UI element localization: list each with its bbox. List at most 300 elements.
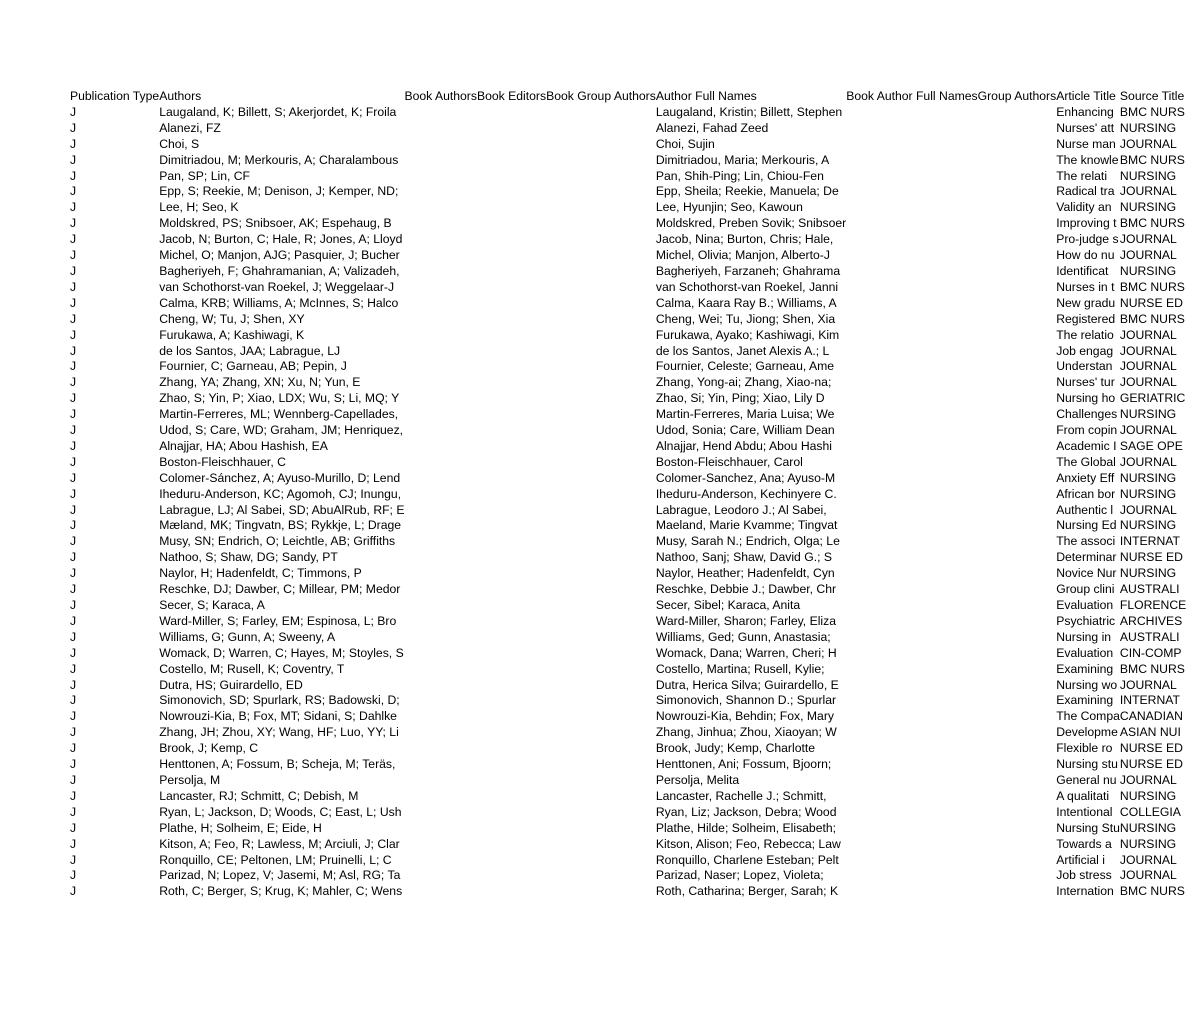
table-cell[interactable] <box>846 216 977 232</box>
table-cell[interactable]: Reschke, DJ; Dawber, C; Millear, PM; Medor <box>159 582 401 597</box>
table-cell[interactable] <box>477 455 546 471</box>
table-cell[interactable] <box>546 471 656 487</box>
table-cell[interactable] <box>546 741 656 757</box>
table-cell[interactable]: INTERNAT <box>1119 534 1180 549</box>
table-cell[interactable] <box>546 550 656 566</box>
table-cell[interactable]: Psychiatric <box>1056 613 1116 628</box>
table-cell[interactable]: J <box>70 566 77 581</box>
table-cell[interactable] <box>978 344 1057 360</box>
table-cell[interactable] <box>546 598 656 614</box>
table-cell[interactable] <box>546 359 656 375</box>
table-cell[interactable] <box>846 153 977 169</box>
table-cell[interactable] <box>404 312 477 328</box>
table-cell[interactable]: Epp, S; Reekie, M; Denison, J; Kemper, ND; <box>159 184 399 199</box>
table-cell[interactable] <box>477 868 546 884</box>
table-cell[interactable]: JOURNAL <box>1119 359 1177 374</box>
table-cell[interactable]: Labrague, LJ; Al Sabei, SD; AbuAlRub, RF; E <box>159 502 405 517</box>
table-cell[interactable] <box>404 375 477 391</box>
table-cell[interactable] <box>546 518 656 534</box>
table-cell[interactable]: Nursing Ed <box>1056 518 1117 533</box>
table-cell[interactable]: Zhao, Si; Yin, Ping; Xiao, Lily D <box>655 391 825 406</box>
table-cell[interactable]: Musy, Sarah N.; Endrich, Olga; Le <box>655 534 840 549</box>
table-cell[interactable]: Simonovich, Shannon D.; Spurlar <box>655 693 837 708</box>
table-cell[interactable]: Fournier, C; Garneau, AB; Pepin, J <box>159 359 347 374</box>
table-cell[interactable] <box>546 312 656 328</box>
table-cell[interactable]: Authentic l <box>1056 502 1114 517</box>
table-cell[interactable]: COLLEGIA <box>1119 804 1181 819</box>
table-cell[interactable]: Williams, G; Gunn, A; Sweeny, A <box>159 629 336 644</box>
table-cell[interactable]: Roth, C; Berger, S; Krug, K; Mahler, C; Wens <box>159 884 403 899</box>
column-header[interactable]: Author Full Names <box>655 89 757 103</box>
table-cell[interactable]: Examining <box>1056 693 1114 708</box>
table-cell[interactable] <box>546 455 656 471</box>
table-cell[interactable] <box>477 805 546 821</box>
table-cell[interactable] <box>404 693 477 709</box>
table-cell[interactable] <box>404 868 477 884</box>
table-cell[interactable] <box>846 137 977 153</box>
table-cell[interactable]: NURSING <box>1119 470 1177 485</box>
table-cell[interactable] <box>978 534 1057 550</box>
table-cell[interactable] <box>846 344 977 360</box>
table-cell[interactable]: BMC NURS <box>1119 104 1185 119</box>
table-cell[interactable]: NURSING <box>1119 263 1177 278</box>
table-cell[interactable]: Colomer-Sanchez, Ana; Ayuso-M <box>655 470 836 485</box>
table-cell[interactable] <box>404 280 477 296</box>
table-cell[interactable] <box>846 471 977 487</box>
table-cell[interactable] <box>477 550 546 566</box>
table-cell[interactable]: Group clini <box>1056 582 1115 597</box>
table-cell[interactable] <box>978 184 1057 200</box>
table-cell[interactable] <box>404 200 477 216</box>
table-cell[interactable] <box>846 757 977 773</box>
table-cell[interactable] <box>477 232 546 248</box>
table-cell[interactable] <box>546 137 656 153</box>
table-cell[interactable] <box>546 487 656 503</box>
table-cell[interactable] <box>404 232 477 248</box>
table-cell[interactable]: J <box>70 104 77 119</box>
table-cell[interactable]: J <box>70 407 77 422</box>
table-cell[interactable]: Womack, D; Warren, C; Hayes, M; Stoyles, S <box>159 645 404 660</box>
table-cell[interactable] <box>978 853 1057 869</box>
table-cell[interactable] <box>477 582 546 598</box>
table-cell[interactable] <box>477 375 546 391</box>
table-cell[interactable] <box>846 359 977 375</box>
table-cell[interactable] <box>978 264 1057 280</box>
table-cell[interactable]: Udod, S; Care, WD; Graham, JM; Henriquez, <box>159 423 404 438</box>
table-cell[interactable] <box>477 153 546 169</box>
table-cell[interactable] <box>404 662 477 678</box>
table-cell[interactable]: J <box>70 629 77 644</box>
table-cell[interactable] <box>846 725 977 741</box>
table-cell[interactable] <box>978 105 1057 121</box>
table-cell[interactable] <box>978 630 1057 646</box>
table-cell[interactable] <box>978 789 1057 805</box>
table-cell[interactable] <box>978 693 1057 709</box>
table-cell[interactable]: J <box>70 645 77 660</box>
table-cell[interactable]: Pan, Shih-Ping; Lin, Chiou-Fen <box>655 168 824 183</box>
table-cell[interactable]: Boston-Fleischhauer, Carol <box>655 454 803 469</box>
table-cell[interactable]: J <box>70 582 77 597</box>
table-cell[interactable] <box>546 439 656 455</box>
table-cell[interactable]: Job engag <box>1056 343 1114 358</box>
table-cell[interactable] <box>978 678 1057 694</box>
table-cell[interactable]: J <box>70 852 77 867</box>
table-cell[interactable]: Determinar <box>1056 550 1117 565</box>
table-cell[interactable]: Developme <box>1056 725 1118 740</box>
table-cell[interactable]: J <box>70 534 77 549</box>
table-cell[interactable] <box>477 296 546 312</box>
table-cell[interactable] <box>404 741 477 757</box>
table-cell[interactable]: J <box>70 391 77 406</box>
table-cell[interactable]: NURSING <box>1119 566 1177 581</box>
table-cell[interactable]: J <box>70 836 77 851</box>
table-cell[interactable]: Martin-Ferreres, ML; Wennberg-Capellades, <box>159 407 399 422</box>
table-cell[interactable]: J <box>70 168 77 183</box>
table-cell[interactable]: Nowrouzi-Kia, Behdin; Fox, Mary <box>655 709 834 724</box>
table-cell[interactable]: Michel, Olivia; Manjon, Alberto-J <box>655 248 830 263</box>
table-cell[interactable] <box>404 487 477 503</box>
table-cell[interactable]: de los Santos, JAA; Labrague, LJ <box>159 343 341 358</box>
table-cell[interactable] <box>404 105 477 121</box>
table-cell[interactable] <box>477 121 546 137</box>
table-cell[interactable]: Iheduru-Anderson, KC; Agomoh, CJ; Inungu, <box>159 486 402 501</box>
table-cell[interactable]: de los Santos, Janet Alexis A.; L <box>655 343 830 358</box>
table-cell[interactable] <box>404 646 477 662</box>
table-cell[interactable]: Jacob, Nina; Burton, Chris; Hale, <box>655 232 834 247</box>
table-cell[interactable]: Plathe, Hilde; Solheim, Elisabeth; <box>655 820 837 835</box>
table-cell[interactable]: Ryan, L; Jackson, D; Woods, C; East, L; Ush <box>159 804 402 819</box>
table-cell[interactable]: Intentional <box>1056 804 1113 819</box>
table-cell[interactable] <box>404 630 477 646</box>
table-cell[interactable]: J <box>70 438 77 453</box>
table-cell[interactable]: Colomer-Sánchez, A; Ayuso-Murillo, D; Lend <box>159 470 401 485</box>
table-cell[interactable] <box>477 884 546 900</box>
table-cell[interactable] <box>546 709 656 725</box>
table-cell[interactable] <box>978 328 1057 344</box>
table-cell[interactable]: New gradu <box>1056 295 1116 310</box>
table-cell[interactable] <box>846 678 977 694</box>
table-cell[interactable] <box>546 662 656 678</box>
table-cell[interactable] <box>978 550 1057 566</box>
table-cell[interactable]: Lancaster, Rachelle J.; Schmitt, <box>655 788 827 803</box>
table-cell[interactable]: Towards a <box>1056 836 1112 851</box>
table-cell[interactable]: Alanezi, Fahad Zeed <box>655 120 769 135</box>
table-cell[interactable]: Cheng, W; Tu, J; Shen, XY <box>159 311 305 326</box>
table-cell[interactable] <box>846 280 977 296</box>
table-cell[interactable]: Maeland, Marie Kvamme; Tingvat <box>655 518 838 533</box>
table-cell[interactable] <box>546 216 656 232</box>
table-cell[interactable] <box>546 328 656 344</box>
table-cell[interactable] <box>404 137 477 153</box>
table-cell[interactable] <box>477 534 546 550</box>
table-cell[interactable] <box>477 280 546 296</box>
table-cell[interactable]: NURSE ED <box>1119 757 1183 772</box>
table-cell[interactable] <box>404 518 477 534</box>
table-cell[interactable]: General nu <box>1056 772 1117 787</box>
table-cell[interactable]: JOURNAL <box>1119 343 1177 358</box>
table-cell[interactable] <box>546 232 656 248</box>
table-cell[interactable] <box>846 646 977 662</box>
column-header[interactable]: Book Editors <box>476 89 547 103</box>
table-cell[interactable] <box>477 359 546 375</box>
table-cell[interactable]: Novice Nur <box>1056 566 1117 581</box>
table-cell[interactable] <box>546 264 656 280</box>
table-cell[interactable] <box>546 407 656 423</box>
table-cell[interactable] <box>546 248 656 264</box>
table-cell[interactable] <box>477 407 546 423</box>
table-cell[interactable]: Furukawa, A; Kashiwagi, K <box>159 327 305 342</box>
table-cell[interactable] <box>477 312 546 328</box>
table-cell[interactable]: JOURNAL <box>1119 248 1177 263</box>
table-cell[interactable]: ARCHIVES <box>1119 613 1183 628</box>
table-cell[interactable] <box>546 630 656 646</box>
table-cell[interactable]: NURSE ED <box>1119 550 1183 565</box>
table-cell[interactable]: CIN-COMP <box>1119 645 1182 660</box>
table-cell[interactable]: J <box>70 772 77 787</box>
table-cell[interactable] <box>477 614 546 630</box>
table-cell[interactable] <box>477 789 546 805</box>
table-cell[interactable] <box>846 375 977 391</box>
table-cell[interactable] <box>846 741 977 757</box>
table-cell[interactable] <box>546 153 656 169</box>
table-cell[interactable] <box>546 582 656 598</box>
table-cell[interactable]: Pro-judge s <box>1056 232 1119 247</box>
table-cell[interactable] <box>546 678 656 694</box>
column-header[interactable]: Source Title <box>1119 89 1185 103</box>
table-cell[interactable]: JOURNAL <box>1119 502 1177 517</box>
table-cell[interactable]: The Global <box>1056 454 1116 469</box>
table-cell[interactable]: Dimitriadou, M; Merkouris, A; Charalambous <box>159 152 399 167</box>
table-cell[interactable] <box>846 805 977 821</box>
column-header[interactable]: Book Authors <box>404 89 477 103</box>
table-cell[interactable] <box>404 423 477 439</box>
table-cell[interactable] <box>546 725 656 741</box>
table-cell[interactable] <box>846 614 977 630</box>
table-cell[interactable] <box>477 439 546 455</box>
table-cell[interactable]: Alanezi, FZ <box>159 120 221 135</box>
table-cell[interactable]: Costello, Martina; Rusell, Kylie; <box>655 661 825 676</box>
table-cell[interactable]: Boston-Fleischhauer, C <box>159 454 286 469</box>
table-cell[interactable]: J <box>70 311 77 326</box>
table-cell[interactable] <box>978 773 1057 789</box>
table-cell[interactable]: Nathoo, Sanj; Shaw, David G.; S <box>655 550 832 565</box>
table-cell[interactable]: J <box>70 598 77 612</box>
table-cell[interactable] <box>404 359 477 375</box>
table-cell[interactable] <box>546 169 656 185</box>
table-cell[interactable] <box>477 837 546 853</box>
table-cell[interactable]: Reschke, Debbie J.; Dawber, Chr <box>655 582 837 597</box>
table-cell[interactable]: Enhancing <box>1056 104 1114 119</box>
table-cell[interactable] <box>978 805 1057 821</box>
table-cell[interactable]: J <box>70 375 77 390</box>
table-cell[interactable] <box>477 328 546 344</box>
table-cell[interactable]: How do nu <box>1056 248 1115 263</box>
table-cell[interactable] <box>546 184 656 200</box>
table-cell[interactable]: Persolja, Melita <box>655 772 740 787</box>
table-cell[interactable]: Cheng, Wei; Tu, Jiong; Shen, Xia <box>655 311 836 326</box>
table-cell[interactable]: Improving t <box>1056 216 1117 231</box>
table-cell[interactable] <box>546 773 656 789</box>
table-cell[interactable] <box>546 344 656 360</box>
table-cell[interactable]: J <box>70 359 77 374</box>
table-cell[interactable] <box>978 312 1057 328</box>
table-cell[interactable] <box>477 646 546 662</box>
table-cell[interactable] <box>477 773 546 789</box>
table-cell[interactable]: African bor <box>1056 486 1116 501</box>
table-cell[interactable]: Choi, Sujin <box>655 136 715 151</box>
table-cell[interactable]: J <box>70 263 77 278</box>
column-header[interactable]: Publication Type <box>70 89 160 103</box>
table-cell[interactable] <box>477 471 546 487</box>
table-cell[interactable]: Challenges <box>1056 407 1118 422</box>
table-cell[interactable]: Henttonen, A; Fossum, B; Scheja, M; Teräs, <box>159 757 396 772</box>
table-cell[interactable] <box>477 853 546 869</box>
table-cell[interactable]: Zhang, YA; Zhang, XN; Xu, N; Yun, E <box>159 375 361 390</box>
table-cell[interactable]: BMC NURS <box>1119 216 1185 231</box>
table-cell[interactable] <box>846 487 977 503</box>
table-cell[interactable]: J <box>70 613 77 628</box>
table-cell[interactable] <box>546 646 656 662</box>
table-cell[interactable]: Zhang, Yong-ai; Zhang, Xiao-na; <box>655 375 832 390</box>
table-cell[interactable] <box>846 884 977 900</box>
table-cell[interactable] <box>546 280 656 296</box>
table-cell[interactable] <box>546 391 656 407</box>
table-cell[interactable] <box>546 868 656 884</box>
table-cell[interactable]: JOURNAL <box>1119 423 1177 438</box>
table-cell[interactable] <box>404 805 477 821</box>
table-cell[interactable]: Persolja, M <box>159 772 221 787</box>
table-cell[interactable]: Nowrouzi-Kia, B; Fox, MT; Sidani, S; Dahlke <box>159 709 397 724</box>
table-cell[interactable] <box>978 137 1057 153</box>
table-cell[interactable]: J <box>70 868 77 883</box>
table-cell[interactable] <box>978 439 1057 455</box>
table-cell[interactable] <box>846 518 977 534</box>
table-cell[interactable] <box>477 518 546 534</box>
table-cell[interactable] <box>404 439 477 455</box>
table-cell[interactable] <box>477 391 546 407</box>
table-cell[interactable]: Dutra, HS; Guirardello, ED <box>159 677 303 692</box>
table-cell[interactable]: van Schothorst-van Roekel, Janni <box>655 279 839 294</box>
table-cell[interactable]: Ryan, Liz; Jackson, Debra; Wood <box>655 804 837 819</box>
table-cell[interactable] <box>477 503 546 519</box>
table-cell[interactable] <box>546 757 656 773</box>
table-cell[interactable] <box>846 439 977 455</box>
table-cell[interactable] <box>978 725 1057 741</box>
table-cell[interactable] <box>404 344 477 360</box>
table-cell[interactable]: J <box>70 470 77 485</box>
table-cell[interactable] <box>978 598 1057 614</box>
table-cell[interactable]: Nurse man <box>1056 136 1116 151</box>
table-cell[interactable]: BMC NURS <box>1119 152 1185 167</box>
table-cell[interactable] <box>477 264 546 280</box>
table-cell[interactable] <box>404 853 477 869</box>
table-cell[interactable]: The Compa <box>1056 709 1120 724</box>
table-cell[interactable] <box>477 344 546 360</box>
table-cell[interactable] <box>546 837 656 853</box>
table-cell[interactable]: NURSING <box>1119 836 1177 851</box>
table-cell[interactable] <box>404 296 477 312</box>
table-cell[interactable] <box>978 296 1057 312</box>
table-cell[interactable]: BMC NURS <box>1119 661 1185 676</box>
table-cell[interactable] <box>846 312 977 328</box>
table-cell[interactable]: CANADIAN <box>1119 709 1183 724</box>
table-cell[interactable] <box>477 598 546 614</box>
table-cell[interactable] <box>404 789 477 805</box>
table-cell[interactable]: Bagheriyeh, F; Ghahramanian, A; Valizadeh, <box>159 263 400 278</box>
table-cell[interactable]: J <box>70 757 77 772</box>
table-cell[interactable]: Laugaland, K; Billett, S; Akerjordet, K; Froila <box>159 104 397 119</box>
table-cell[interactable] <box>404 821 477 837</box>
table-cell[interactable]: NURSING <box>1119 518 1177 533</box>
table-cell[interactable]: J <box>70 216 77 231</box>
table-cell[interactable]: JOURNAL <box>1119 677 1177 692</box>
table-cell[interactable] <box>546 884 656 900</box>
table-cell[interactable] <box>846 868 977 884</box>
table-cell[interactable] <box>404 169 477 185</box>
table-cell[interactable]: Anxiety Eff <box>1056 470 1115 485</box>
table-cell[interactable] <box>546 105 656 121</box>
table-cell[interactable] <box>546 614 656 630</box>
table-cell[interactable] <box>404 550 477 566</box>
table-cell[interactable] <box>846 582 977 598</box>
table-cell[interactable]: J <box>70 343 77 358</box>
table-cell[interactable] <box>404 407 477 423</box>
table-cell[interactable] <box>404 264 477 280</box>
table-cell[interactable]: Academic I <box>1056 438 1117 453</box>
table-cell[interactable]: J <box>70 454 77 469</box>
table-cell[interactable] <box>846 169 977 185</box>
table-cell[interactable] <box>546 534 656 550</box>
table-cell[interactable] <box>546 693 656 709</box>
table-cell[interactable] <box>846 184 977 200</box>
table-cell[interactable]: The knowle <box>1056 152 1119 167</box>
table-cell[interactable]: J <box>70 884 77 899</box>
table-cell[interactable] <box>477 709 546 725</box>
table-cell[interactable]: Mæland, MK; Tingvatn, BS; Rykkje, L; Drage <box>159 518 402 533</box>
table-cell[interactable]: JOURNAL <box>1119 852 1177 867</box>
table-cell[interactable] <box>978 884 1057 900</box>
table-cell[interactable]: FLORENCE <box>1119 598 1186 612</box>
table-cell[interactable]: Alnajjar, HA; Abou Hashish, EA <box>159 438 328 453</box>
table-cell[interactable] <box>978 153 1057 169</box>
table-cell[interactable]: Nurses in t <box>1056 279 1115 294</box>
table-cell[interactable] <box>477 693 546 709</box>
table-cell[interactable] <box>477 678 546 694</box>
table-cell[interactable]: J <box>70 661 77 676</box>
table-cell[interactable]: Alnajjar, Hend Abdu; Abou Hashi <box>655 438 833 453</box>
table-cell[interactable]: NURSE ED <box>1119 741 1183 756</box>
table-cell[interactable] <box>846 598 977 614</box>
table-cell[interactable]: ASIAN NUI <box>1119 725 1181 740</box>
table-cell[interactable] <box>477 757 546 773</box>
column-header[interactable]: Authors <box>159 89 202 103</box>
table-cell[interactable]: NURSING <box>1119 788 1177 803</box>
table-cell[interactable]: Evaluation <box>1056 598 1114 612</box>
table-cell[interactable]: NURSING <box>1119 120 1177 135</box>
table-cell[interactable]: J <box>70 550 77 565</box>
table-cell[interactable]: J <box>70 820 77 835</box>
table-cell[interactable]: Radical tra <box>1056 184 1115 199</box>
table-cell[interactable] <box>978 200 1057 216</box>
table-cell[interactable]: BMC NURS <box>1119 311 1185 326</box>
table-cell[interactable] <box>978 169 1057 185</box>
table-cell[interactable] <box>404 455 477 471</box>
table-cell[interactable]: NURSING <box>1119 486 1177 501</box>
table-cell[interactable]: Naylor, H; Hadenfeldt, C; Timmons, P <box>159 566 362 581</box>
table-cell[interactable] <box>978 868 1057 884</box>
table-cell[interactable]: Lee, H; Seo, K <box>159 200 239 215</box>
table-cell[interactable] <box>404 757 477 773</box>
